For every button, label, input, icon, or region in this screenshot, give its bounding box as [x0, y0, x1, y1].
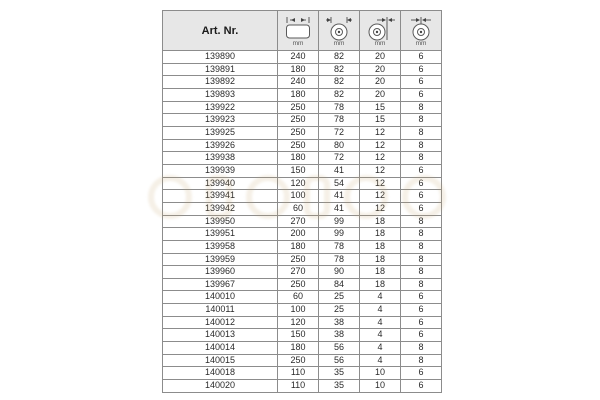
wheel-diameter-icon [319, 16, 359, 41]
table-row [163, 202, 442, 215]
value-cell: 180 [278, 342, 319, 355]
wheel-width-column-header [360, 11, 401, 51]
value-cell: 8 [401, 228, 442, 241]
value-cell: 110 [278, 380, 319, 393]
table-row [163, 177, 442, 190]
value-cell: 41 [319, 202, 360, 215]
value-cell: 18 [360, 278, 401, 291]
art-nr-cell: 139892 [163, 76, 278, 89]
value-cell: 15 [360, 114, 401, 127]
value-cell: 6 [401, 76, 442, 89]
bore-diameter-column-header [401, 11, 442, 51]
value-cell: 25 [319, 291, 360, 304]
art-nr-cell: 139922 [163, 101, 278, 114]
value-cell: 8 [401, 253, 442, 266]
value-cell: 4 [360, 316, 401, 329]
value-cell: 250 [278, 253, 319, 266]
wheel-diameter-column-header [319, 11, 360, 51]
art-nr-cell: 139950 [163, 215, 278, 228]
value-cell: 84 [319, 278, 360, 291]
value-cell: 6 [401, 329, 442, 342]
value-cell: 250 [278, 101, 319, 114]
art-nr-cell: 139893 [163, 88, 278, 101]
value-cell: 4 [360, 329, 401, 342]
value-cell: 10 [360, 380, 401, 393]
table-row [163, 63, 442, 76]
table-row [163, 316, 442, 329]
value-cell: 15 [360, 101, 401, 114]
table-row [163, 126, 442, 139]
value-cell: 78 [319, 240, 360, 253]
table-row [163, 139, 442, 152]
value-cell: 8 [401, 342, 442, 355]
value-cell: 8 [401, 266, 442, 279]
table-row [163, 228, 442, 241]
value-cell: 8 [401, 101, 442, 114]
value-cell: 6 [401, 291, 442, 304]
value-cell: 20 [360, 88, 401, 101]
art-nr-cell: 140013 [163, 329, 278, 342]
unit-label: mm [374, 39, 386, 47]
value-cell: 12 [360, 202, 401, 215]
art-nr-cell: 139890 [163, 51, 278, 64]
value-cell: 80 [319, 139, 360, 152]
value-cell: 20 [360, 76, 401, 89]
value-cell: 20 [360, 51, 401, 64]
value-cell: 6 [401, 202, 442, 215]
art-nr-cell: 139940 [163, 177, 278, 190]
value-cell: 12 [360, 152, 401, 165]
value-cell: 78 [319, 101, 360, 114]
header-row [163, 11, 442, 51]
table-row [163, 380, 442, 393]
value-cell: 10 [360, 367, 401, 380]
value-cell: 20 [360, 63, 401, 76]
unit-label: mm [333, 39, 345, 47]
art-nr-cell: 139941 [163, 190, 278, 203]
value-cell: 6 [401, 316, 442, 329]
value-cell: 12 [360, 126, 401, 139]
value-cell: 35 [319, 367, 360, 380]
value-cell: 270 [278, 215, 319, 228]
unit-label: mm [415, 39, 427, 47]
table-row [163, 354, 442, 367]
value-cell: 100 [278, 190, 319, 203]
art-nr-header: Art. Nr. [163, 11, 278, 51]
value-cell: 12 [360, 177, 401, 190]
value-cell: 6 [401, 164, 442, 177]
value-cell: 240 [278, 76, 319, 89]
value-cell: 18 [360, 253, 401, 266]
value-cell: 6 [401, 380, 442, 393]
value-cell: 82 [319, 63, 360, 76]
art-nr-cell: 139967 [163, 278, 278, 291]
table-body [163, 51, 442, 393]
art-nr-cell: 139925 [163, 126, 278, 139]
value-cell: 6 [401, 88, 442, 101]
value-cell: 12 [360, 139, 401, 152]
value-cell: 38 [319, 316, 360, 329]
value-cell: 6 [401, 177, 442, 190]
value-cell: 18 [360, 228, 401, 241]
art-nr-cell: 139951 [163, 228, 278, 241]
value-cell: 78 [319, 114, 360, 127]
value-cell: 180 [278, 152, 319, 165]
art-nr-cell: 139942 [163, 202, 278, 215]
table-row [163, 76, 442, 89]
value-cell: 4 [360, 291, 401, 304]
value-cell: 12 [360, 190, 401, 203]
art-nr-cell: 140015 [163, 354, 278, 367]
value-cell: 6 [401, 63, 442, 76]
value-cell: 180 [278, 240, 319, 253]
table-header [163, 11, 442, 51]
value-cell: 82 [319, 88, 360, 101]
value-cell: 78 [319, 253, 360, 266]
value-cell: 120 [278, 177, 319, 190]
art-nr-cell: 140020 [163, 380, 278, 393]
value-cell: 250 [278, 139, 319, 152]
art-nr-cell: 140014 [163, 342, 278, 355]
value-cell: 8 [401, 114, 442, 127]
value-cell: 72 [319, 126, 360, 139]
value-cell: 25 [319, 304, 360, 317]
value-cell: 18 [360, 240, 401, 253]
art-nr-cell: 139939 [163, 164, 278, 177]
table-row [163, 190, 442, 203]
value-cell: 56 [319, 354, 360, 367]
value-cell: 41 [319, 190, 360, 203]
table-row [163, 101, 442, 114]
table-row [163, 278, 442, 291]
table-row [163, 240, 442, 253]
value-cell: 8 [401, 139, 442, 152]
value-cell: 54 [319, 177, 360, 190]
value-cell: 8 [401, 240, 442, 253]
art-nr-cell: 140011 [163, 304, 278, 317]
value-cell: 12 [360, 164, 401, 177]
art-nr-cell: 139958 [163, 240, 278, 253]
art-nr-cell: 140010 [163, 291, 278, 304]
art-nr-cell: 140018 [163, 367, 278, 380]
value-cell: 4 [360, 342, 401, 355]
table-row [163, 342, 442, 355]
value-cell: 150 [278, 164, 319, 177]
value-cell: 35 [319, 380, 360, 393]
table-row [163, 266, 442, 279]
art-nr-cell: 139923 [163, 114, 278, 127]
value-cell: 82 [319, 76, 360, 89]
value-cell: 8 [401, 354, 442, 367]
table-row [163, 152, 442, 165]
value-cell: 60 [278, 202, 319, 215]
unit-label: mm [292, 39, 304, 47]
value-cell: 120 [278, 316, 319, 329]
table-row [163, 215, 442, 228]
value-cell: 18 [360, 266, 401, 279]
value-cell: 8 [401, 215, 442, 228]
value-cell: 99 [319, 228, 360, 241]
value-cell: 8 [401, 126, 442, 139]
art-nr-cell: 139938 [163, 152, 278, 165]
table-row [163, 253, 442, 266]
value-cell: 4 [360, 354, 401, 367]
table-row [163, 114, 442, 127]
table-row [163, 329, 442, 342]
art-nr-cell: 139959 [163, 253, 278, 266]
table-row [163, 367, 442, 380]
value-cell: 6 [401, 304, 442, 317]
value-cell: 56 [319, 342, 360, 355]
table-row [163, 304, 442, 317]
value-cell: 240 [278, 51, 319, 64]
value-cell: 100 [278, 304, 319, 317]
value-cell: 72 [319, 152, 360, 165]
value-cell: 82 [319, 51, 360, 64]
table-row [163, 291, 442, 304]
value-cell: 250 [278, 354, 319, 367]
plate-length-column-header [278, 11, 319, 51]
value-cell: 200 [278, 228, 319, 241]
bore-diameter-icon [401, 16, 441, 41]
value-cell: 250 [278, 126, 319, 139]
value-cell: 18 [360, 215, 401, 228]
value-cell: 6 [401, 190, 442, 203]
wheel-width-icon [360, 16, 400, 41]
value-cell: 8 [401, 278, 442, 291]
art-nr-cell: 139891 [163, 63, 278, 76]
value-cell: 180 [278, 63, 319, 76]
value-cell: 41 [319, 164, 360, 177]
plate-length-icon [278, 16, 318, 41]
art-nr-cell: 139926 [163, 139, 278, 152]
value-cell: 250 [278, 114, 319, 127]
value-cell: 270 [278, 266, 319, 279]
value-cell: 180 [278, 88, 319, 101]
table-row [163, 88, 442, 101]
value-cell: 150 [278, 329, 319, 342]
table-row [163, 164, 442, 177]
value-cell: 38 [319, 329, 360, 342]
value-cell: 6 [401, 51, 442, 64]
value-cell: 4 [360, 304, 401, 317]
product-spec-table [162, 10, 442, 393]
value-cell: 60 [278, 291, 319, 304]
value-cell: 6 [401, 367, 442, 380]
value-cell: 250 [278, 278, 319, 291]
value-cell: 90 [319, 266, 360, 279]
value-cell: 110 [278, 367, 319, 380]
value-cell: 99 [319, 215, 360, 228]
art-nr-cell: 140012 [163, 316, 278, 329]
art-nr-cell: 139960 [163, 266, 278, 279]
value-cell: 8 [401, 152, 442, 165]
table-row [163, 51, 442, 64]
